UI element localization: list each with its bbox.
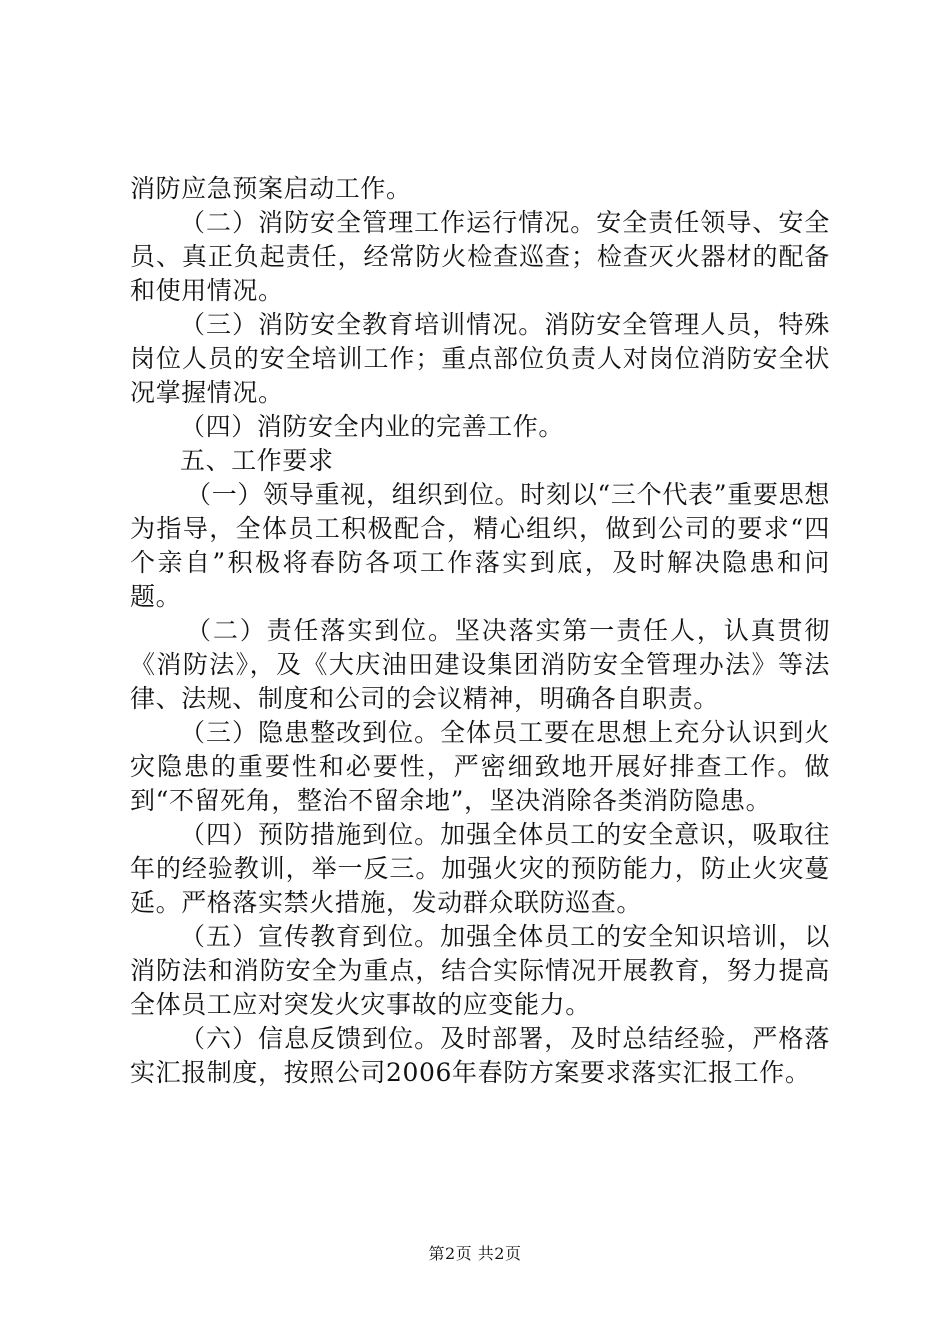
page-footer: 第2页 共2页: [428, 1244, 522, 1263]
requirement-item-6: （六）信息反馈到位。及时部署，及时总结经验，严格落实汇报制度，按照公司2006年春防方案要求落实汇报工作。: [130, 1024, 830, 1087]
requirement-item-1: （一）领导重视，组织到位。时刻以“三个代表”重要思想为指导，全体员工积极配合，精心组织，做到公司的要求“四个亲自”积极将春防各项工作落实到底，及时解决隐患和问题。: [130, 480, 830, 611]
document-body: [130, 172, 830, 1090]
requirement-item-5: （五）宣传教育到位。加强全体员工的安全知识培训，以消防法和消防安全为重点，结合实际情况开展教育，努力提高全体员工应对突发火灾事故的应变能力。: [130, 922, 830, 1019]
paragraph-item-3: （三）消防安全教育培训情况。消防安全管理人员，特殊岗位人员的安全培训工作；重点部位负责人对岗位消防安全状况掌握情况。: [130, 310, 830, 407]
paragraph-item-4: （四）消防安全内业的完善工作。: [180, 412, 565, 441]
section-heading-work-requirements: 五、工作要求: [180, 446, 334, 475]
requirement-item-2: （二）责任落实到位。坚决落实第一责任人，认真贯彻《消防法》，及《大庆油田建设集团消防安全管理办法》等法律、法规、制度和公司的会议精神，明确各自职责。: [130, 616, 830, 713]
paragraph-item-2: （二）消防安全管理工作运行情况。安全责任领导、安全员、真正负起责任，经常防火检查巡查；检查灭火器材的配备和使用情况。: [130, 208, 830, 305]
requirement-item-3: （三）隐患整改到位。全体员工要在思想上充分认识到火灾隐患的重要性和必要性，严密细致地开展好排查工作。做到“不留死角，整治不留余地”，坚决消除各类消防隐患。: [130, 718, 830, 815]
paragraph-continuation: 消防应急预案启动工作。: [130, 174, 412, 203]
requirement-item-4: （四）预防措施到位。加强全体员工的安全意识，吸取往年的经验教训，举一反三。加强火灾的预防能力，防止火灾蔓延。严格落实禁火措施，发动群众联防巡查。: [130, 820, 830, 917]
